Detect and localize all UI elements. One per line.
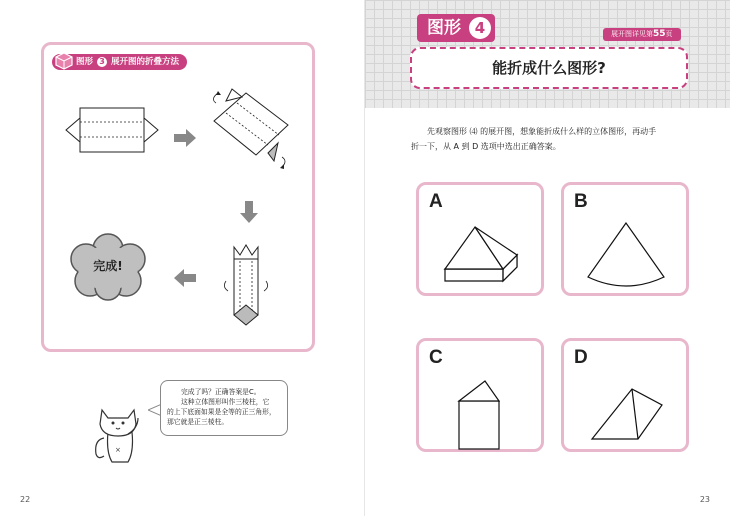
speech-bubble <box>160 380 288 436</box>
speech-line-1: 完成了吗？正确答案是C。 <box>181 388 261 396</box>
option-d[interactable] <box>561 338 689 452</box>
prism-with-triangle-icon <box>419 341 547 455</box>
instruction-line-1: 先观察图形 ⑷ 的展开图，想象能折成什么样的立体图形，再动手 <box>427 127 657 136</box>
done-label: 完成! <box>93 259 123 273</box>
page-reference-tag <box>603 28 681 41</box>
ref-prefix: 展开图详见第 <box>611 30 653 38</box>
ref-page: 55 <box>653 29 666 39</box>
ref-suffix: 页 <box>665 30 673 38</box>
instruction-line-2: 折一下，从 A 到 D 选项中选出正确答案。 <box>411 142 561 151</box>
cube-icon <box>55 52 73 70</box>
speech-line-2: 这种立体图形叫作三棱柱，它 <box>181 398 270 406</box>
pyramid-on-prism-icon <box>419 185 547 299</box>
triangular-pyramid-icon <box>564 341 692 455</box>
speech-line-3: 的上下底面如果是全等的正三角形， <box>167 408 276 416</box>
title-badge <box>417 14 495 42</box>
left-arrow-icon <box>174 269 196 287</box>
title-number: 4 <box>469 17 491 39</box>
right-page-number: 23 <box>699 495 710 504</box>
instructions <box>411 124 711 154</box>
svg-text:×: × <box>115 446 121 454</box>
panel-title-number: 3 <box>97 57 107 67</box>
speech-line-4: 那它就是正三棱柱。 <box>167 418 229 426</box>
fold-step-2 <box>204 85 304 175</box>
option-c[interactable] <box>416 338 544 452</box>
option-b-letter: B <box>574 191 588 212</box>
down-arrow-icon <box>240 201 258 223</box>
cat-mascot-icon <box>94 404 144 466</box>
question-box: 能折成什么图形? <box>410 47 688 89</box>
option-c-letter: C <box>429 347 443 368</box>
right-arrow-icon <box>174 129 196 147</box>
fold-step-1-net <box>62 100 162 160</box>
panel-title-prefix: 图形 <box>76 57 94 67</box>
left-page-number: 22 <box>20 495 31 504</box>
right-page <box>365 0 730 516</box>
option-d-letter: D <box>574 347 588 368</box>
option-a-letter: A <box>429 191 443 212</box>
folding-method-panel <box>41 42 315 352</box>
title-text: 图形 <box>427 18 461 38</box>
cone-icon <box>564 185 692 299</box>
option-b[interactable] <box>561 182 689 296</box>
fold-step-3 <box>216 241 286 331</box>
panel-title-tag <box>52 54 187 70</box>
panel-title-suffix: 展开图的折叠方法 <box>110 57 179 67</box>
option-a[interactable] <box>416 182 544 296</box>
